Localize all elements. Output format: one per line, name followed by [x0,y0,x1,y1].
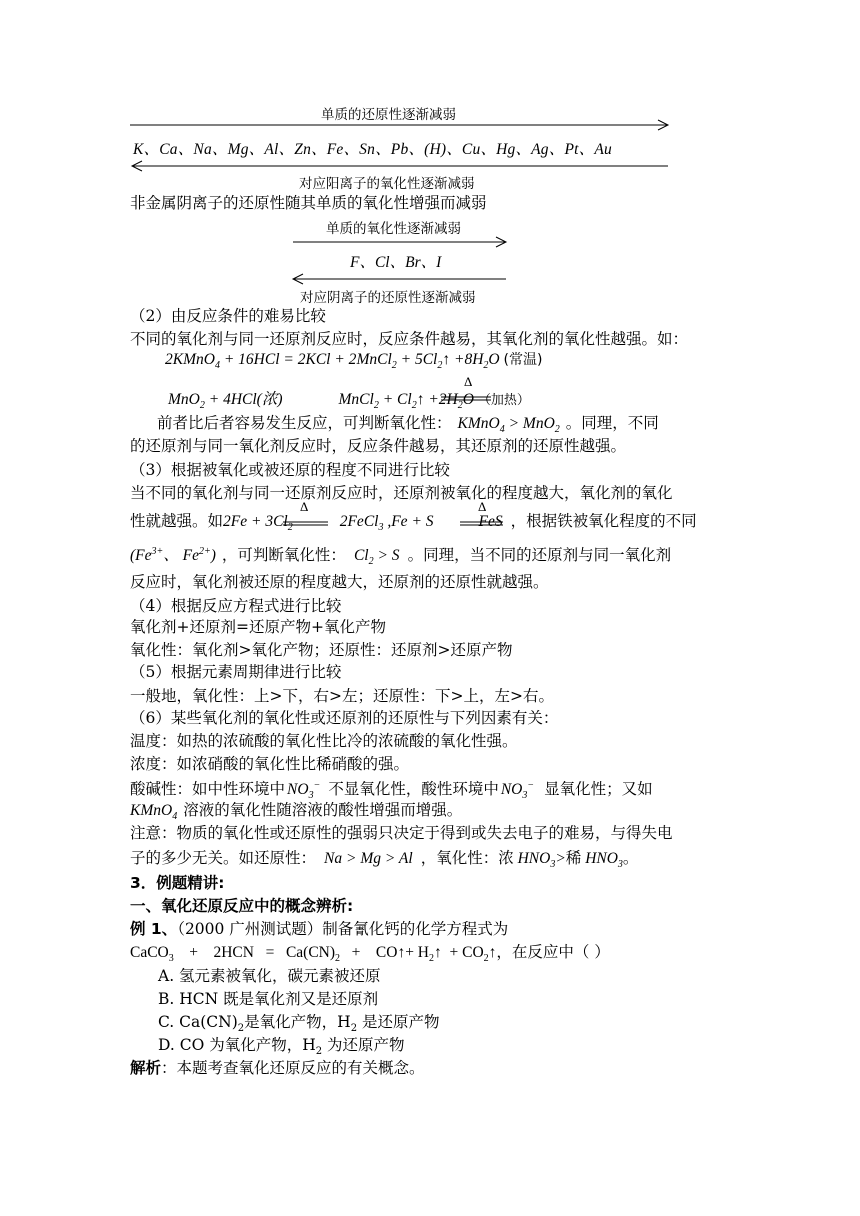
cl2-gt-s: $Cl_2 > S$ [353,547,400,568]
equation-mno2: MnO$_2$ + 4HCl(浓) MnCl$_2$ + $Cl_2↑ +2H_2O$ （加热） [168,391,530,412]
section-2-heading: （2）由反应条件的难易比较 [130,307,326,325]
section3-title: 3．例题精讲: [130,874,225,892]
option-c-pre: C. Ca(CN) [158,1013,238,1031]
eq2-note: （加热） [477,393,530,408]
section-2-conclusion-c: 的还原剂与同一氧化剂反应时，反应条件越易，其还原剂的还原性越强。 [130,437,627,455]
option-c: C. $Ca(CN)_2$是氧化产物，$H_2$ 是还原产物 [158,1013,440,1035]
note-line1: 注意：物质的氧化性或还原性的强弱只决定于得到或失去电子的难易，与得失电 [130,824,673,842]
example1 [130,919,508,939]
conclusion-b: 。同理，不同 [565,414,659,432]
eq1-note: (常温) [503,352,543,368]
line2a: 性就越强。如 [130,512,224,530]
kmno4-formula: KMnO$_4$ [130,802,178,823]
no3-ion: $NO_3^-$ [287,780,321,802]
note-line2: 子的多少无关。如还原性： Na > Mg > Al ，氧化性：浓 $HNO_3>$稀 $HNO_3$。 [130,849,639,871]
option-d-pre: D. CO 为氧化产物，H [158,1036,316,1054]
conclusion-a: 前者比后者容易发生反应，可判断氧化性： [157,414,452,432]
example1-equation: CaCO$_3$ + $2HCN = Ca(CN)_2$ + CO↑+ $H_2↑$ + $CO_2↑$，在反应中（ ） [130,943,610,965]
section-4-heading: （4）根据反应方程式进行比较 [130,597,342,615]
section-3-line4: 反应时，氧化剂被还原的程度越大，还原剂的还原性就越强。 [130,573,549,591]
section-2-text: 不同的氧化剂与同一还原剂反应时，反应条件越易，其氧化剂的氧化性越强。如： [130,330,689,348]
note-2a: 子的多少无关。如还原性： [130,849,317,867]
nonmetal-top-label: 单质的氧化性逐渐减弱 [326,221,461,237]
line3b: ，可判断氧化性： [221,546,346,565]
section-5-line1: 一般地，氧化性：上>下，右>左；还原性：下>上，左>右。 [130,687,554,705]
acid-d: 溶液的氧化性随溶液的酸性增强而增强。 [183,801,463,819]
acid-b: 不显氧化性，酸性环境中 [328,780,499,799]
heat-symbol-2: Δ [300,499,309,514]
option-b: B. HCN 既是氧化剂又是还原剂 [158,990,379,1008]
heat-symbol-3: Δ [478,499,487,514]
note-2b: ，氧化性： [420,849,499,867]
fe-ions: ($Fe^{3+}$、 $Fe^{2+}$) [130,546,216,565]
section-6-heading: （6）某些氧化剂的氧化性或还原剂的还原性与下列因素有关： [130,709,559,727]
acid-a: 酸碱性：如中性环境中 [130,780,286,799]
conc-label: 浓 [498,850,514,867]
na-mg-al: Na > Mg > Al [324,850,413,867]
fe-equations: $2Fe + 3Cl_2$ 2FeCl$_3$ ,Fe + S FeS [223,513,503,534]
analysis-label: 解析 [130,1059,162,1077]
section-3-line2 [130,511,697,538]
section-4-line2: 氧化性：氧化剂>氧化产物；还原性：还原剂>还原产物 [130,641,513,659]
no3-ion-2: $NO_3^-$ [500,780,535,802]
equation-kmno4: 2KMnO$_4$ + 16HCl = 2KCl + 2MnCl$_2$ + $5Cl_2↑ +8H_2O$ (常温) [165,351,543,372]
section-5-heading: （5）根据元素周期律进行比较 [130,663,342,681]
nonmetal-elements: F、Cl、Br、I [350,254,442,271]
line2b: ，根据铁被氧化程度的不同 [510,512,697,530]
example1-eq-tail: ，在反应中（ ） [496,943,610,961]
example1-text: （2000 广州测试题）制备氰化钙的化学方程式为 [177,920,509,938]
nonmetal-bottom-label: 对应阴离子的还原性逐渐减弱 [300,290,476,306]
line3c: 。同理，当不同的还原剂与同一氧化剂 [407,546,672,565]
option-c-post: 是还原产物 [357,1013,440,1031]
kmno4-gt-mno2: KMnO$_4$ > MnO$_2$ [457,415,560,436]
option-d: D. CO 为氧化产物，$H_2$ 为还原产物 [158,1036,405,1058]
hno3-compare: 浓 $HNO_3>$稀 $HNO_3$ [498,850,623,871]
section-3-line3 [130,542,671,572]
option-a: A. 氢元素被氧化，碳元素被还原 [158,967,381,985]
section-6-temperature: 温度：如热的浓硫酸的氧化性比冷的浓硫酸的氧化性强。 [130,732,518,750]
section-3-line1: 当不同的氧化剂与同一还原剂反应时，还原剂被氧化的程度越大，氧化剂的氧化 [130,484,673,502]
section-3-heading: （3）根据被氧化或被还原的程度不同进行比较 [130,461,450,479]
metal-elements: K、Ca、Na、Mg、Al、Zn、Fe、Sn、Pb、(H)、Cu、Hg、Ag、Pt、Au [133,141,612,158]
acid-c: 显氧化性；又如 [544,780,653,799]
analysis [130,1058,425,1078]
analysis-text: ：本题考查氧化还原反应的有关概念。 [161,1059,425,1077]
option-c-mid: 是氧化产物，H [244,1013,351,1031]
metal-bottom-label: 对应阳离子的氧化性逐渐减弱 [299,176,475,192]
option-d-post: 为还原产物 [322,1036,405,1054]
part1-title: 一、氧化还原反应中的概念辨析: [130,897,354,915]
metal-top-label: 单质的还原性逐渐减弱 [321,107,456,123]
dilute-label: 稀 [565,850,582,867]
section-6-concentration: 浓度：如浓硝酸的氧化性比稀硝酸的强。 [130,755,410,773]
nonmetal-intro: 非金属阴离子的还原性随其单质的氧化性增强而减弱 [130,194,487,212]
heat-symbol: Δ [464,374,473,389]
example1-label: 例 1、 [130,920,178,938]
section-4-line1: 氧化剂+还原剂=还原产物+氧化产物 [130,618,386,636]
